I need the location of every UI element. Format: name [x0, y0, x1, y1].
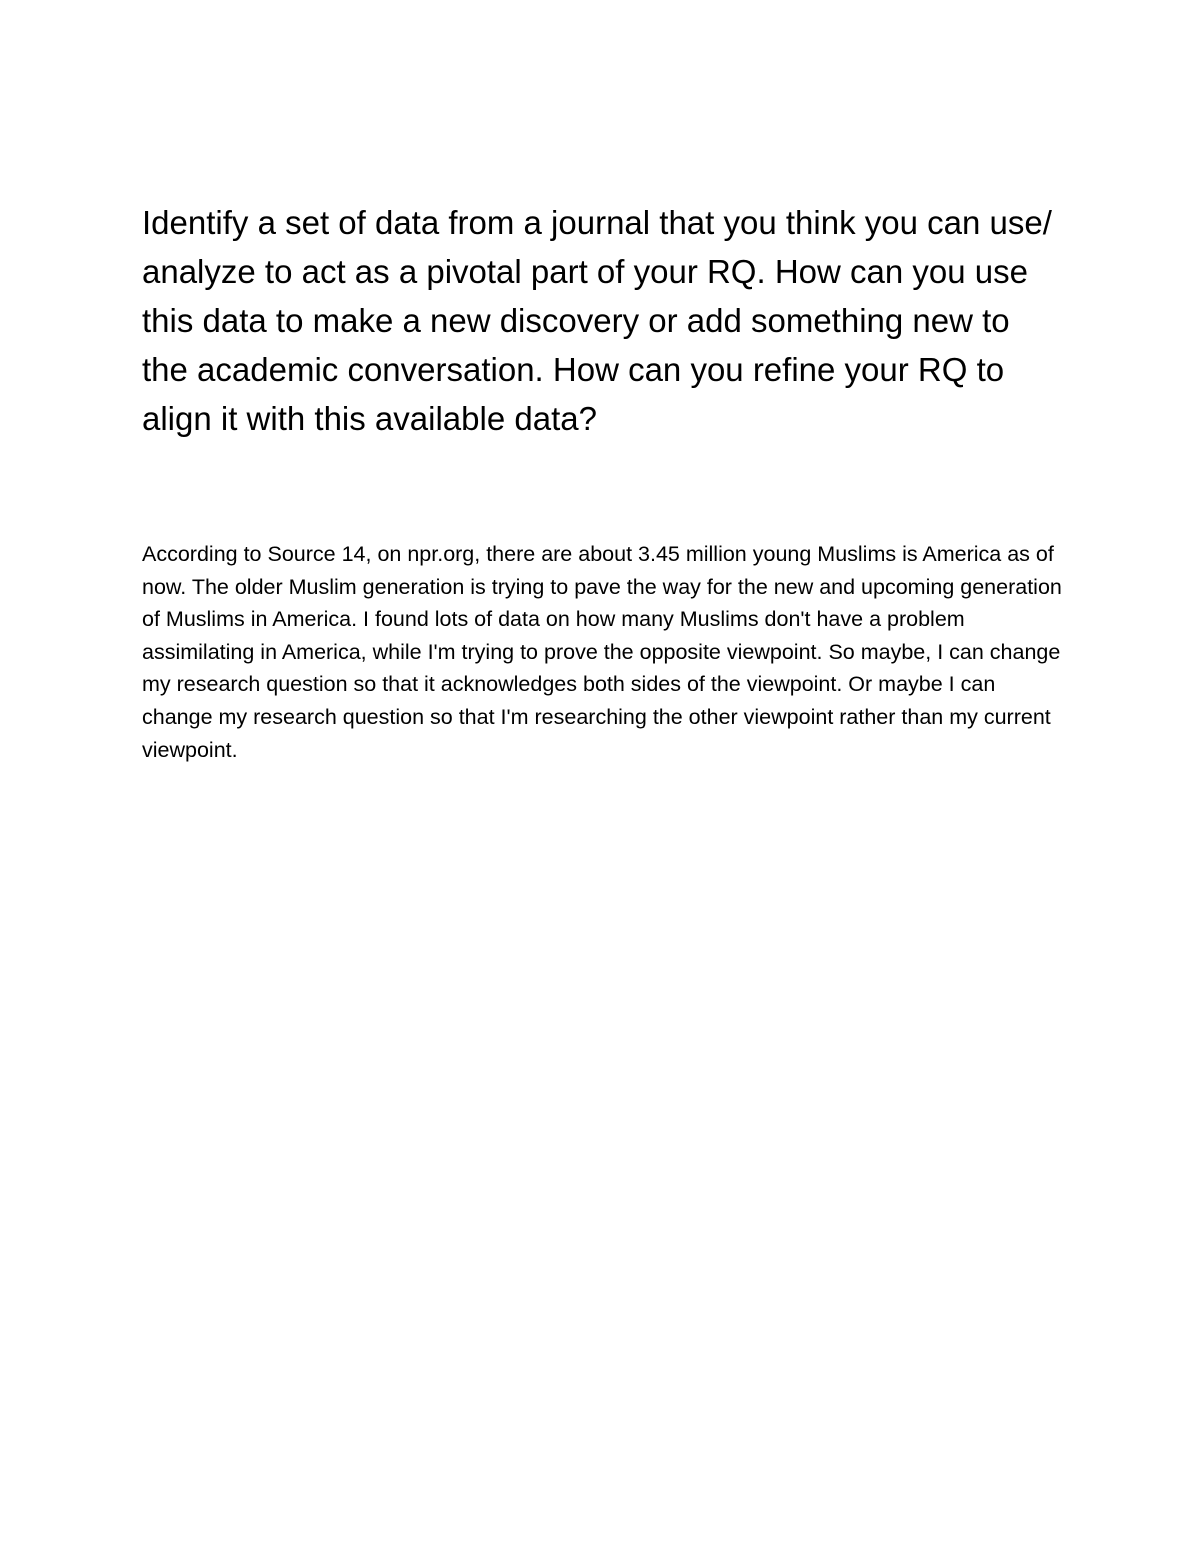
prompt-question: Identify a set of data from a journal that you think you can use/ analyze to act as a pivotal part of your RQ. How can you use this data to make a new discovery or add something new to the academic conversation. How can you refine your RQ to align it with this available data?	[142, 204, 1052, 437]
response-paragraph: According to Source 14, on npr.org, there are about 3.45 million young Muslims is America as of now. The older Muslim generation is trying to pave the way for the new and upcoming generation of Muslims in America. I found lots of data on how many Muslims don't have a problem assimilating in America, while I'm trying to prove the opposite viewpoint. So maybe, I can change my research question so that it acknowledges both sides of the viewpoint. Or maybe I can change my research question so that I'm researching the other viewpoint rather than my current viewpoint.	[142, 542, 1062, 762]
prompt-block	[142, 198, 1062, 443]
